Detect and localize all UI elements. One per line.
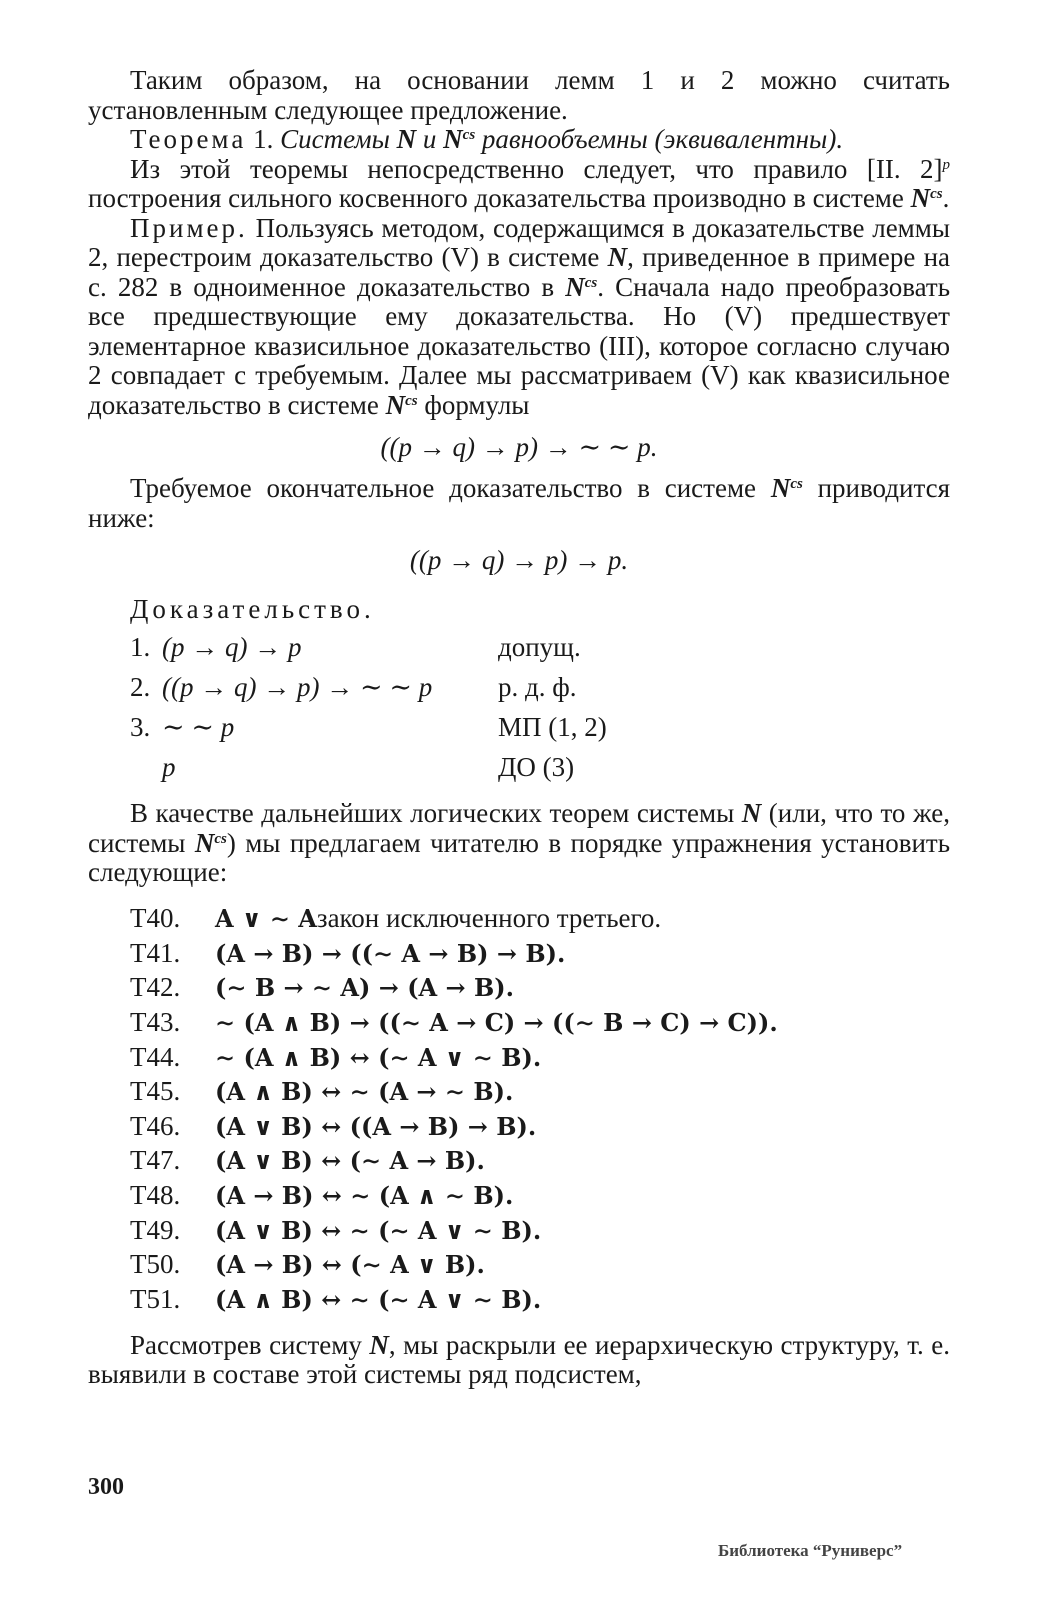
step-formula: p — [162, 751, 176, 782]
theorem-formula: ∼ (A ∧ B) → ((∼ A → C) → ((∼ B → C) → C)). — [215, 1008, 778, 1038]
proof-steps — [130, 627, 950, 787]
theorem-item — [130, 1178, 950, 1213]
theorem-formula: (A → B) → ((∼ A → B) → B). — [215, 938, 566, 968]
theorem-id: T44. — [130, 1041, 181, 1072]
theorem-id: T40. — [130, 903, 181, 934]
theorem-formula: (A ∨ B) ↔ ((A → B) → B). — [215, 1111, 537, 1141]
theorem-id: T43. — [130, 1007, 181, 1038]
system-ncs: $N^{cs}$ — [194, 827, 227, 858]
theorem-id: T48. — [130, 1180, 181, 1211]
theorem-text-2: и — [422, 124, 437, 154]
step-formula: ((p → q) → p) → ∼ ∼ p — [162, 671, 433, 702]
theorem-id: T47. — [130, 1145, 181, 1176]
step-number: 3. — [130, 711, 151, 742]
theorem-item — [130, 971, 950, 1006]
page-number: 300 — [88, 1474, 124, 1500]
theorem-item — [130, 1109, 950, 1144]
proof-step — [130, 707, 950, 747]
theorem-item — [130, 902, 950, 937]
theorem-formula: (A ∧ B) ↔ ∼ (A → ∼ B). — [215, 1077, 514, 1107]
proof-title: Доказательство. — [130, 594, 375, 624]
theorem-formula: (∼ B → ∼ A) → (A → B). — [215, 973, 514, 1003]
theorem-label: Теорема — [130, 124, 247, 154]
formula-display-2: ((p → q) → p) → p. — [409, 545, 629, 575]
system-n: N — [369, 1329, 389, 1360]
theorem-text-3: равнообъемны (эквивалентны). — [481, 124, 844, 154]
theorem-formula: (A ∧ B) ↔ ∼ (∼ A ∨ ∼ B). — [215, 1284, 542, 1314]
theorem-item — [130, 1247, 950, 1282]
theorem-formula: (A ∨ B) ↔ (∼ A → B). — [215, 1146, 485, 1176]
library-watermark: Библиотека “Руниверс” — [718, 1541, 903, 1560]
system-n: N — [607, 242, 628, 272]
proof-step — [130, 747, 950, 787]
paragraph-intro: Таким образом, на основании лемм 1 и 2 можно считать установленным следующее предложение. — [88, 65, 950, 125]
paragraph-exercises: В качестве дальнейших логических теорем системы N (или, что то же, системы $N^{cs}$) мы предлагаем читателю в порядке упражнения установить следующие: — [88, 798, 951, 887]
paragraph-required-proof: Требуемое окончательное доказательство в системе $N^{cs}$ приводится ниже: — [88, 473, 950, 533]
theorem-number: 1. — [253, 124, 274, 154]
paragraph-corollary: Из этой теоремы непосредственно следует, что правило [II. 2]$^p$ построения сильного косвенного доказательства производно в системе $N^{cs}$. — [88, 153, 950, 213]
theorem-formula: (A → B) ↔ (∼ A ∨ B). — [215, 1250, 485, 1280]
theorem-item — [130, 936, 950, 971]
theorem-1 — [88, 125, 950, 155]
theorem-item — [130, 1040, 950, 1075]
proof-step — [130, 667, 950, 707]
theorem-item — [130, 1074, 950, 1109]
theorem-item — [130, 1213, 950, 1248]
step-number: 1. — [130, 631, 151, 662]
step-formula: (p → q) → p — [162, 631, 302, 662]
step-justification: МП (1, 2) — [498, 711, 607, 742]
paragraph-example: Пример. Пользуясь методом, содержащимся в доказательстве леммы 2, перестроим доказательство (V) в системе N, приведенное в примере на с. 282 в одноименное доказательство в $N^{cs}$. Сначала надо преобразовать все предшествующие ему доказательства. Но (V) предшествует элементарное квазисильное доказательство (III), которое согласно случаю 2 совпадает с требуемым. Далее мы рассматриваем (V) как квазисильное доказательство в системе $N^{cs}$ формулы — [88, 212, 951, 420]
step-justification: допущ. — [498, 631, 581, 662]
system-ncs: $N^{cs}$ — [385, 389, 418, 420]
superscript-p: p — [942, 156, 950, 173]
theorem-id: T46. — [130, 1110, 181, 1141]
theorem-id: T45. — [130, 1076, 181, 1107]
theorem-item — [130, 1144, 950, 1179]
theorem-formula: A ∨ ∼ A — [215, 904, 317, 934]
system-n: N — [741, 798, 762, 828]
theorem-item — [130, 1282, 950, 1317]
step-number: 2. — [130, 671, 151, 702]
system-ncs: $N^{cs}$ — [565, 271, 598, 302]
theorem-id: T50. — [130, 1249, 181, 1280]
system-n: N — [396, 124, 417, 154]
page-body — [88, 66, 950, 1390]
example-label: Пример. — [130, 212, 248, 243]
theorem-id: T49. — [130, 1214, 181, 1245]
step-justification: ДО (3) — [498, 751, 575, 782]
paragraph-closing: Рассмотрев систему N, мы раскрыли ее иерархическую структуру, т. е. выявили в составе этой системы ряд подсистем, — [88, 1329, 950, 1390]
theorem-item — [130, 1005, 950, 1040]
formula-display-1: ((p → q) → p) → ∼ ∼ p. — [380, 432, 658, 462]
theorem-formula: ∼ (A ∧ B) ↔ (∼ A ∨ ∼ B). — [215, 1042, 542, 1072]
theorem-id: T41. — [130, 937, 181, 968]
proof-step — [130, 627, 950, 667]
system-ncs: $N^{cs}$ — [910, 183, 943, 213]
theorem-formula: (A → B) ↔ ∼ (A ∧ ∼ B). — [215, 1181, 514, 1211]
theorem-id: T51. — [130, 1283, 181, 1314]
theorem-text-1: Системы — [280, 124, 390, 154]
step-formula: ∼ ∼ p — [162, 711, 235, 742]
theorem-note: закон исключенного третьего. — [316, 903, 662, 934]
system-ncs: $N^{cs}$ — [443, 124, 476, 154]
theorem-formula: (A ∨ B) ↔ ∼ (∼ A ∨ ∼ B). — [215, 1215, 542, 1245]
step-justification: р. д. ф. — [498, 671, 577, 702]
system-ncs: $N^{cs}$ — [770, 473, 803, 503]
theorem-list — [130, 902, 950, 1317]
theorem-id: T42. — [130, 972, 181, 1003]
